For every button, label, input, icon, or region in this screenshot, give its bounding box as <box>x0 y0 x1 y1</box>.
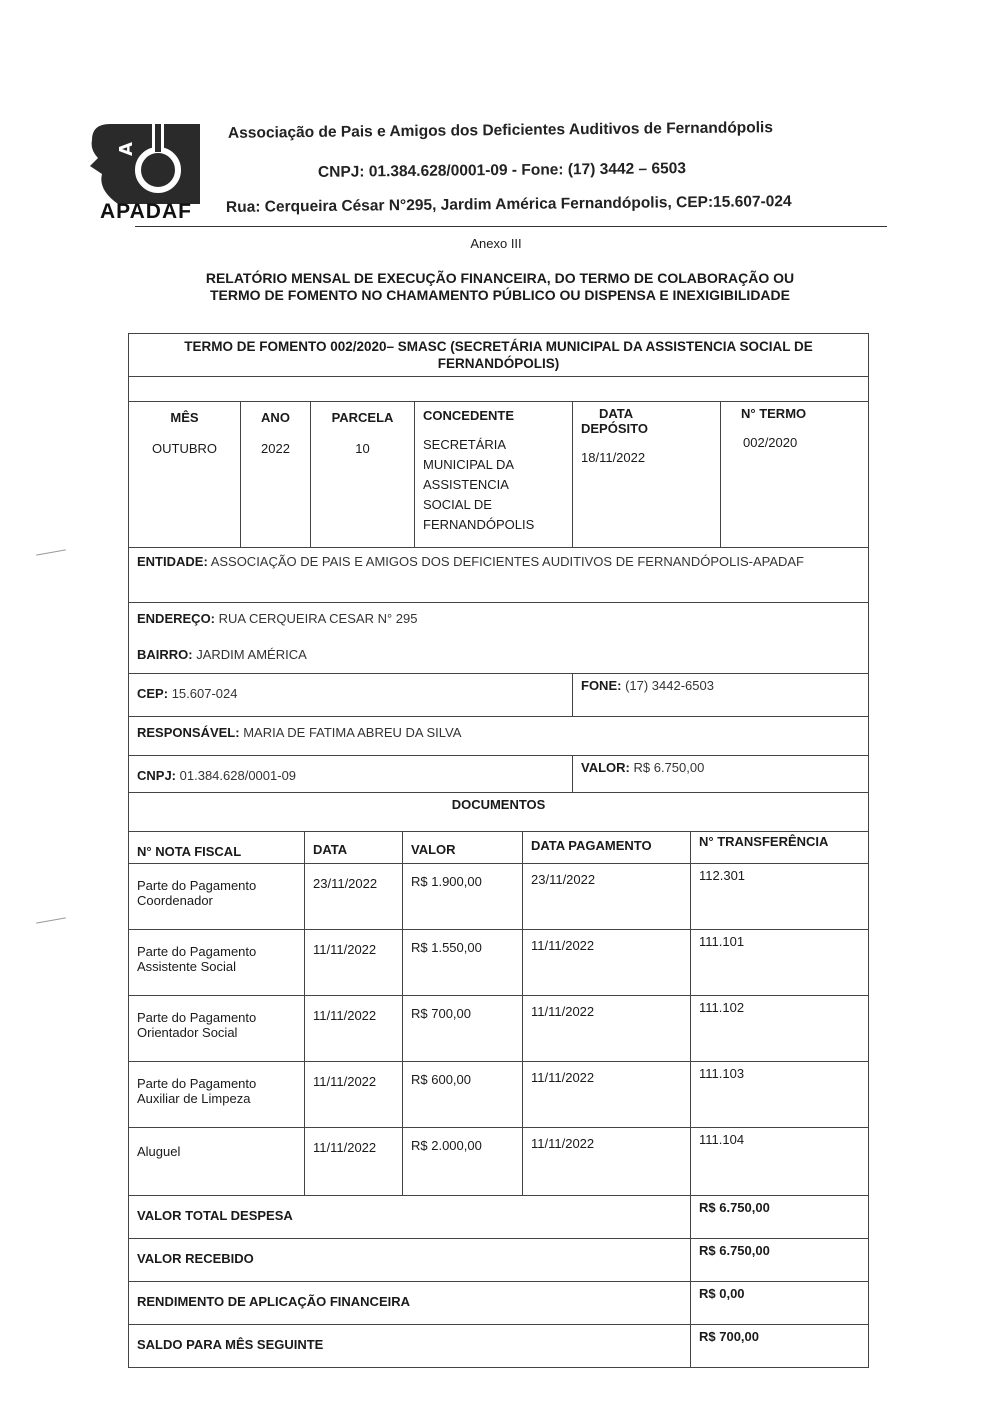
concedente-line: MUNICIPAL DA <box>423 457 515 472</box>
data-deposito-label-2: DEPÓSITO <box>581 421 648 436</box>
row-transferencia: 111.104 <box>691 1128 869 1196</box>
concedente-line: SOCIAL DE <box>423 497 492 512</box>
row-pagamento: 11/11/2022 <box>523 930 691 996</box>
concedente-line: FERNANDÓPOLIS <box>423 517 535 532</box>
endereco-value: RUA CERQUEIRA CESAR N° 295 <box>218 611 418 626</box>
mes-label: MÊS <box>170 410 199 425</box>
row-valor: R$ 700,00 <box>403 996 523 1062</box>
row-pagamento: 11/11/2022 <box>523 1128 691 1196</box>
scan-mark <box>36 917 66 923</box>
documents-table <box>128 831 869 1368</box>
data-deposito-cell <box>573 402 721 548</box>
total-label: SALDO PARA MÊS SEGUINTE <box>129 1325 691 1368</box>
term-heading-line2: FERNANDÓPOLIS) <box>437 356 560 371</box>
entidade-label: ENTIDADE: <box>137 554 208 569</box>
row-nota: Aluguel <box>129 1128 305 1196</box>
termo-value: 002/2020 <box>743 435 798 450</box>
total-row <box>129 1239 869 1282</box>
mes-value: OUTUBRO <box>152 441 217 456</box>
documentos-title: DOCUMENTOS <box>129 793 869 832</box>
row-data: 11/11/2022 <box>305 930 403 996</box>
spacer-row <box>129 377 869 402</box>
term-table <box>128 333 869 832</box>
termo-cell <box>721 402 869 548</box>
row-valor: R$ 1.900,00 <box>403 864 523 930</box>
concedente-line: SECRETÁRIA <box>423 437 507 452</box>
row-pagamento: 11/11/2022 <box>523 1062 691 1128</box>
cnpj-label: CNPJ: <box>137 768 177 783</box>
bairro-label: BAIRRO: <box>137 647 193 662</box>
concedente-cell <box>415 402 573 548</box>
valor-label: VALOR: <box>581 760 630 775</box>
apadaf-logo <box>88 120 204 224</box>
ano-value: 2022 <box>261 441 290 456</box>
col-data: DATA <box>305 832 403 864</box>
fone-label: FONE: <box>581 678 622 693</box>
row-nota: Parte do Pagamento Orientador Social <box>129 996 305 1062</box>
valor-value: R$ 6.750,00 <box>633 760 705 775</box>
table-row <box>129 864 869 930</box>
row-data: 11/11/2022 <box>305 1062 403 1128</box>
total-row <box>129 1325 869 1368</box>
row-nota: Parte do Pagamento Assistente Social <box>129 930 305 996</box>
table-row <box>129 1128 869 1196</box>
row-pagamento: 11/11/2022 <box>523 996 691 1062</box>
header-rule <box>135 226 887 227</box>
total-label: VALOR RECEBIDO <box>129 1239 691 1282</box>
concedente-label: CONCEDENTE <box>423 408 515 423</box>
cnpj-cell <box>129 756 573 793</box>
total-value: R$ 700,00 <box>691 1325 869 1368</box>
data-deposito-label-1: DATA <box>599 406 634 421</box>
documents-header-row <box>129 832 869 864</box>
report-title-line1: RELATÓRIO MENSAL DE EXECUÇÃO FINANCEIRA, DO TERMO DE COLABORAÇÃO OU <box>205 270 795 286</box>
row-transferencia: 111.103 <box>691 1062 869 1128</box>
org-name: Associação de Pais e Amigos dos Deficientes Auditivos de Fernandópolis <box>227 119 774 142</box>
cep-label: CEP: <box>137 686 169 701</box>
row-data: 23/11/2022 <box>305 864 403 930</box>
endereco-label: ENDEREÇO: <box>137 611 216 626</box>
responsavel-label: RESPONSÁVEL: <box>137 725 240 740</box>
letterhead <box>0 0 992 240</box>
report-title-line2: TERMO DE FOMENTO NO CHAMAMENTO PÚBLICO OU DISPENSA E INEXIGIBILIDADE <box>210 287 790 303</box>
col-nota-fiscal: N° NOTA FISCAL <box>129 832 305 864</box>
total-value: R$ 6.750,00 <box>691 1239 869 1282</box>
row-transferencia: 111.101 <box>691 930 869 996</box>
ano-cell <box>241 402 311 548</box>
annex-label: Anexo III <box>470 236 522 251</box>
responsavel-value: MARIA DE FATIMA ABREU DA SILVA <box>243 725 462 740</box>
ear-logo-icon <box>88 120 204 204</box>
mes-cell <box>129 402 241 548</box>
report-sheet <box>128 333 868 1368</box>
concedente-line: ASSISTENCIA <box>423 477 509 492</box>
ano-label: ANO <box>261 410 290 425</box>
row-transferencia: 111.102 <box>691 996 869 1062</box>
parcela-value: 10 <box>355 441 370 456</box>
col-data-pagamento: DATA PAGAMENTO <box>523 832 691 864</box>
col-valor: VALOR <box>403 832 523 864</box>
valor-cell <box>573 756 869 793</box>
entidade-value: ASSOCIAÇÃO DE PAIS E AMIGOS DOS DEFICIENTES AUDITIVOS DE FERNANDÓPOLIS-APADAF <box>210 554 804 569</box>
fone-cell <box>573 674 869 717</box>
responsavel-row <box>129 717 869 756</box>
total-value-text: R$ 0,00 <box>699 1286 745 1301</box>
entidade-row <box>129 548 869 603</box>
termo-label: N° TERMO <box>741 406 807 421</box>
row-valor: R$ 2.000,00 <box>403 1128 523 1196</box>
total-value: R$ 6.750,00 <box>691 1196 869 1239</box>
endereco-row <box>129 603 869 674</box>
parcela-cell <box>311 402 415 548</box>
term-heading <box>129 334 869 377</box>
row-pagamento: 23/11/2022 <box>523 864 691 930</box>
cep-cell <box>129 674 573 717</box>
logo-text: APADAF <box>100 200 192 223</box>
concedente-value <box>423 435 564 535</box>
total-row <box>129 1282 869 1325</box>
bairro-value: JARDIM AMÉRICA <box>196 647 307 662</box>
row-data: 11/11/2022 <box>305 1128 403 1196</box>
total-row <box>129 1196 869 1239</box>
table-row <box>129 1062 869 1128</box>
cnpj-value: 01.384.628/0001-09 <box>179 768 297 783</box>
report-title <box>150 270 850 304</box>
cep-value: 15.607-024 <box>171 686 238 701</box>
row-nota: Parte do Pagamento Auxiliar de Limpeza <box>129 1062 305 1128</box>
total-label: RENDIMENTO DE APLICAÇÃO FINANCEIRA <box>129 1282 691 1325</box>
row-transferencia: 112.301 <box>691 864 869 930</box>
total-label: VALOR TOTAL DESPESA <box>129 1196 691 1239</box>
table-row <box>129 930 869 996</box>
row-nota: Parte do Pagamento Coordenador <box>129 864 305 930</box>
data-deposito-value: 18/11/2022 <box>581 450 646 465</box>
svg-text:A: A <box>116 142 137 156</box>
org-cnpj-phone: CNPJ: 01.384.628/0001-09 - Fone: (17) 3442 – 6503 <box>317 160 686 181</box>
fone-value: (17) 3442-6503 <box>625 678 714 693</box>
row-valor: R$ 1.550,00 <box>403 930 523 996</box>
term-heading-line1: TERMO DE FOMENTO 002/2020– SMASC (SECRETÁRIA MUNICIPAL DA ASSISTENCIA SOCIAL DE <box>184 339 813 354</box>
table-row <box>129 996 869 1062</box>
total-value <box>691 1282 869 1325</box>
parcela-label: PARCELA <box>331 410 394 425</box>
scan-mark <box>36 549 66 555</box>
org-address: Rua: Cerqueira César N°295, Jardim América Fernandópolis, CEP:15.607-024 <box>225 193 792 216</box>
row-valor: R$ 600,00 <box>403 1062 523 1128</box>
row-data: 11/11/2022 <box>305 996 403 1062</box>
col-transferencia: N° TRANSFERÊNCIA <box>691 832 869 864</box>
